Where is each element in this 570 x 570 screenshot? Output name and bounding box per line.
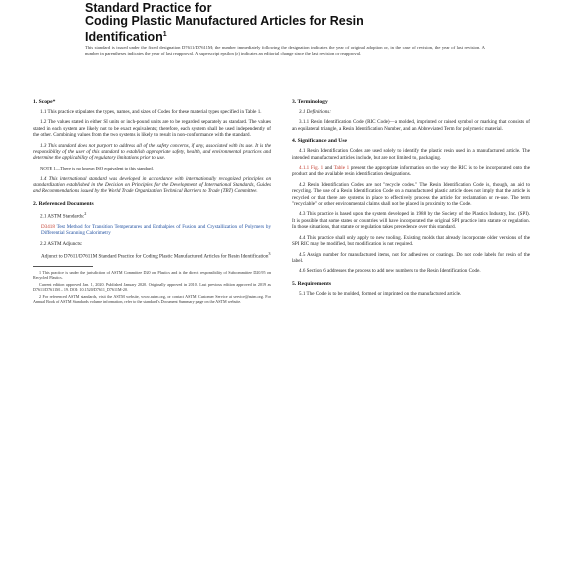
reference-d3418-link[interactable]: D3418 (41, 223, 55, 230)
section-scope-heading: 1. Scope* (33, 99, 56, 105)
paragraph-1-1: 1.1 This practice stipulates the types, names, and sizes of Codes for these material types specified in Table 1. (40, 109, 262, 115)
section-requirements-heading: 5. Requirements (292, 280, 332, 287)
reference-d3418-title[interactable]: Test Method for Transition Temperatures and Enthalpies of Fusion and Crystallization of Polymers by Differential Scanning Calorimetry (41, 223, 271, 237)
left-column (33, 99, 271, 306)
document-title (85, 2, 505, 44)
right-column (292, 99, 530, 301)
title-footnote-marker: 1 (162, 31, 167, 38)
footnote-marker-2: 2 (84, 210, 87, 216)
paragraph-4-6: 4.6 Section 6 addresses the process to add new numbers to the Resin Identification Code. (299, 268, 481, 275)
paragraph-4-5: 4.5 Assign number for manufactured items, not for adhesives or coatings. Do not code labels for resin of the label. (292, 251, 530, 264)
paragraph-1-2: 1.2 The values stated in either SI units or inch-pound units are to be regarded separately as standard. The values stated in each system are likely not to be exact equivalents; therefore, each system shall be used independently of the other. Combining values from the two systems is likely to result in non-conformance with the standard. (33, 119, 271, 139)
footnote-divider (33, 266, 93, 267)
paragraph-1-4: 1.4 This international standard was developed in accordance with internationally recognized principles on standardization established in the Decision on Principles for the Development of International Standards, Guides and Recommendations issued by the World Trade Organization Technical Barriers to Trade (TBT) Committee. (33, 175, 271, 195)
footnote-edition: Current edition approved Jan. 1, 2020. Published January 2020. Originally approved in 2010. Last previous edition approved in 2019 as D7611/D7611M – 19. DOI: 10.1520/D7611_D7611M-20. (33, 282, 271, 293)
reference-d3418 (33, 224, 271, 237)
title-line-3: Identification$^1$ (85, 30, 167, 45)
section-terminology-heading: 3. Terminology (292, 99, 328, 105)
figure-1-link[interactable]: 4.1.1 Fig. 1 (299, 165, 324, 172)
designation-notice: This standard is issued under the fixed designation D7611/D7611M; the number immediately following the designation indicates the year of original adoption or, in the case of revision, the year of last revision. A number in parentheses indicates the year of last reapproval. A superscript epsilon (ε) indicates an editorial change since the last revision or reapproval. (85, 45, 485, 56)
paragraph-3-1-1: 3.1.1 Resin Identification Code (RIC Code)—a molded, imprinted or raised symbol or marking that consists of an equilateral triangle, a Resin Identification Number, and an Abbreviated Term for polymeric material. (292, 119, 530, 132)
title-line-1: Standard Practice for (85, 1, 212, 15)
footnote-2: 2 For referenced ASTM standards, visit the ASTM website, www.astm.org, or contact ASTM Customer Service at service@astm.org. For Annual Book of ASTM Standards volume information, refer to the standard's Document Summary page on the ASTM website. (33, 294, 271, 305)
note-1: NOTE 1—There is no known ISO equivalent to this standard. (40, 165, 154, 171)
paragraph-4-2: 4.2 Resin Identification Codes are not "recycle codes." The Resin Identification Code is, though, an aid to recycling. The use of a Resin Identification Code on a manufactured plastic article does not imply that the article is recycled or that there are systems in place to effectively process the article for reclamation or re-use. The term "recyclable" or other environmental claims shall not be placed in proximity to the Code. (292, 181, 530, 208)
paragraph-1-3: 1.3 This standard does not purport to address all of the safety concerns, if any, associated with its use. It is the responsibility of the user of this standard to establish appropriate safety, health, and environmental practices and determine the applicability of regulatory limitations prior to use. (33, 142, 271, 162)
paragraph-5-1: 5.1 The Code is to be molded, formed or imprinted on the manufactured article. (299, 290, 462, 297)
paragraph-4-1-1: 4.1.1 Fig. 1 and Table 1 present the appropriate information on the way the RIC is to be incorporated onto the product and the available resin identification designations. (292, 165, 530, 178)
adjunct-reference: Adjunct to D7611/D7611M Standard Practice for Coding Plastic Manufactured Articles for Resin Identification$^3$ (41, 251, 271, 260)
paragraph-3-1: 3.1 Definitions: (299, 109, 331, 115)
title-line-2: Coding Plastic Manufactured Articles for Resin (85, 14, 364, 28)
paragraph-2-2: 2.2 ASTM Adjuncts: (40, 240, 83, 247)
table-1-link[interactable]: Table 1 (333, 165, 350, 172)
paragraph-2-1: 2.1 ASTM Standards:$^2$ (40, 210, 87, 220)
footnote-marker-3: 3 (268, 251, 271, 257)
section-significance-heading: 4. Significance and Use (292, 138, 348, 145)
paragraph-4-3: 4.3 This practice is based upon the system developed in 1988 by the Society of the Plastics Industry, Inc. (SPI). It is possible that some states or countries will have incorporated the original SPI practice into statute or regulation. In those situations, that statute or regulation takes precedence over this standard. (292, 211, 530, 231)
footnote-1: 1 This practice is under the jurisdiction of ASTM Committee D20 on Plastics and is the direct responsibility of Subcommittee D20.95 on Recycled Plastics. (33, 270, 271, 281)
paragraph-4-4: 4.4 This practice shall only apply to new tooling. Existing molds that already incorporate older versions of the SPI RIC may be modified, but modification is not required. (292, 234, 530, 248)
section-references-heading: 2. Referenced Documents (33, 200, 94, 207)
paragraph-4-1: 4.1 Resin Identification Codes are used solely to identify the plastic resin used in a manufactured article. The intended manufactured articles include, but are not limited to, packaging. (292, 148, 530, 161)
